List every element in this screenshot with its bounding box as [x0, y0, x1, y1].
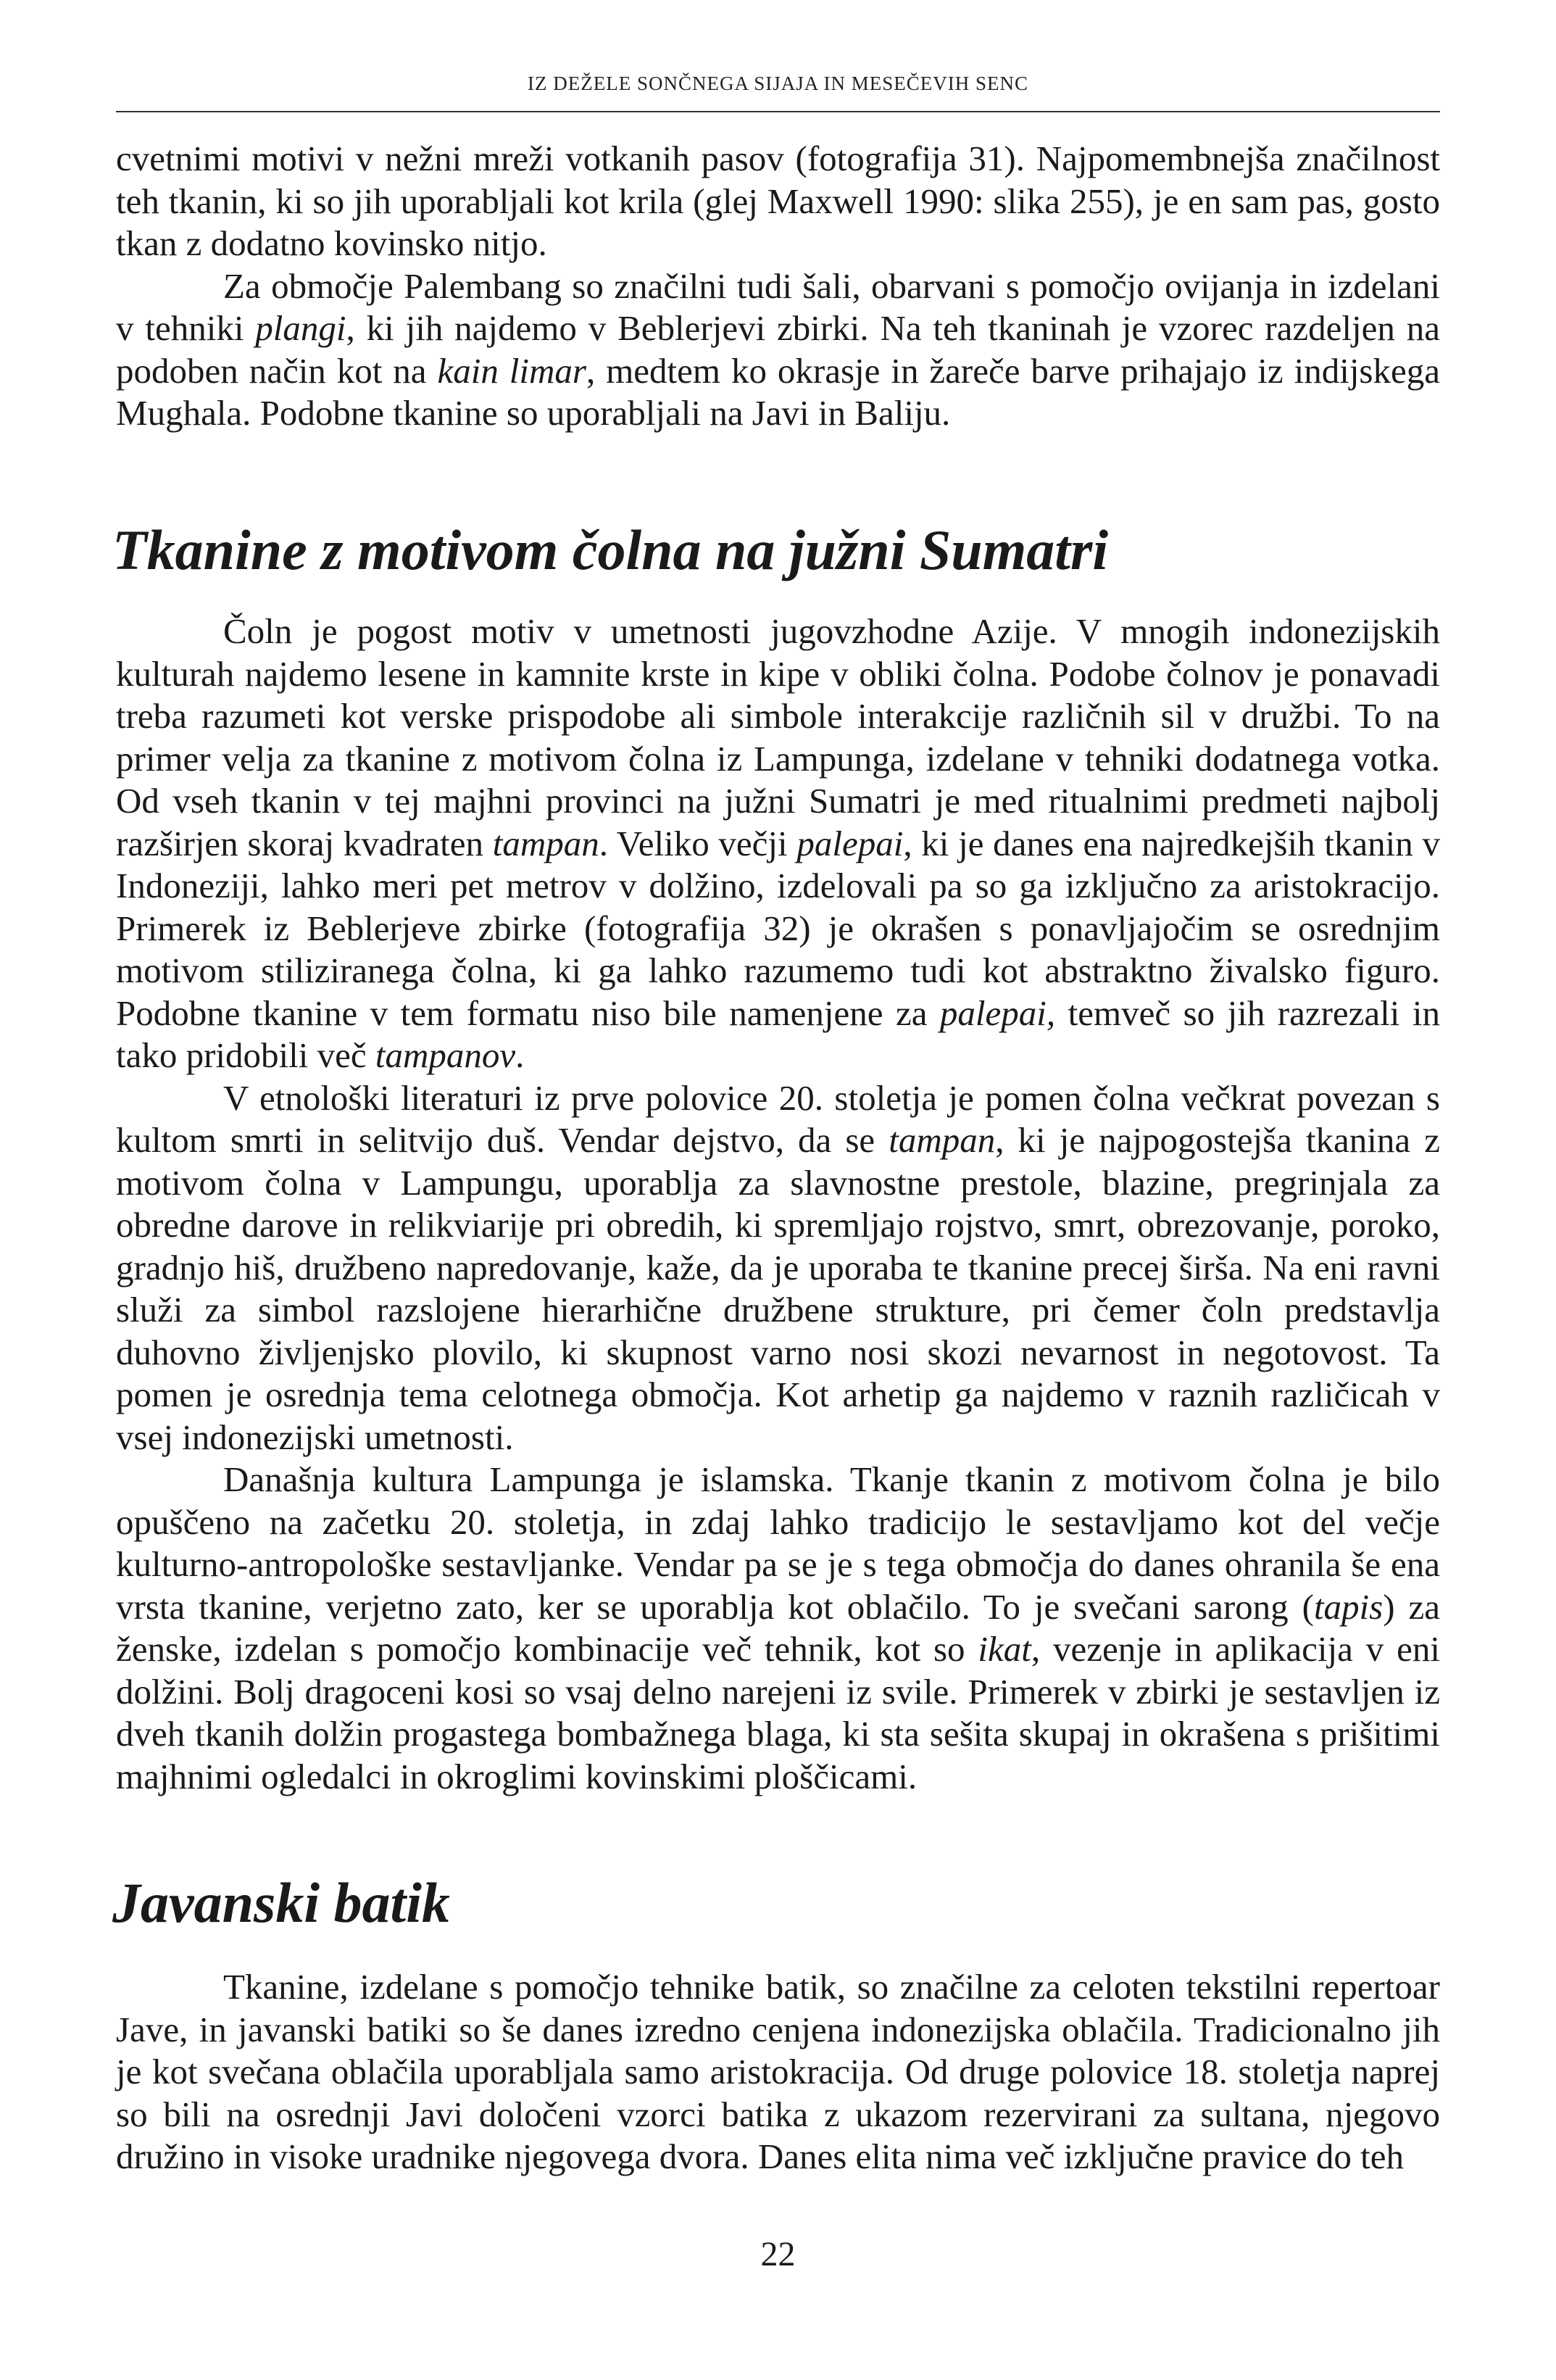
- text-run: . Veliko večji: [599, 823, 797, 863]
- text-run: , medtem ko okrasje in žareče barve prihajajo iz indijskega Mughala. Podobne tkanine so uporabljali na Javi in Baliju.: [116, 350, 1440, 433]
- section-heading-javanese-batik: Javanski batik: [112, 1871, 450, 1934]
- text-run: Čoln je pogost motiv v umetnosti jugovzhodne Azije. V mnogih indonezijskih kulturah najdemo lesene in kamnite krste in kipe v obliki čolna. Podobe čolnov je ponavadi treba razumeti kot verske prispodobe ali simbole interakcije različnih sil v družbi. To na primer velja za tkanine z motivom čolna iz Lampunga, izdelane v tehniki dodatnega votka. Od vseh tkanin v tej majhni provinci na južni Sumatri je med ritualnimi predmeti najbolj razširjen skoraj kvadraten: [116, 611, 1440, 863]
- italic-term: plangi: [255, 308, 346, 348]
- text-block-boat-motif: [116, 610, 1440, 1798]
- text-run: , vezenje in aplikacija v eni dolžini. Bolj dragoceni kosi so vsaj delno narejeni iz svile. Primerek v zbirki je sestavljen iz dveh tkanih dolžin progastega bombažnega blaga, ki sta sešita skupaj in okrašena s prišitimi majhnimi ogledalci in okroglimi kovinskimi ploščicami.: [116, 1629, 1440, 1796]
- page-number: 22: [760, 2235, 796, 2273]
- paragraph-continued: [116, 138, 1440, 265]
- header-rule: [116, 111, 1440, 112]
- text-run: , ki je najpogostejša tkanina z motivom čolna v Lampungu, uporablja za slavnostne prestole, blazine, pregrinjala za obredne darove in relikviarije pri obredih, ki spremljajo rojstvo, smrt, obrezovanje, poroko, gradnjo hiš, družbeno napredovanje, kaže, da je uporaba te tkanine precej širša. Na eni ravni služi za simbol razslojene hierarhične družbene strukture, pri čemer čoln predstavlja duhovno življenjsko plovilo, ki skupnost varno nosi skozi nevarnost in negotovost. Ta pomen je osrednja tema celotnega območja. Kot arhetip ga najdemo v raznih različicah v vsej indonezijski umetnosti.: [116, 1120, 1440, 1457]
- text-run: .: [515, 1035, 525, 1075]
- text-run: temveč so jih razrezali in tako pridobili več: [116, 992, 1440, 1075]
- paragraph-batik: [116, 1966, 1440, 2178]
- section-heading-boat-motif: Tkanine z motivom čolna na južni Sumatri: [112, 518, 1108, 581]
- italic-term: tampan: [492, 823, 599, 863]
- text-run: Tkanine, izdelane s pomočjo tehnike batik, so značilne za celoten tekstilni repertoar Jave, in javanski batiki so še danes izredno cenjena indonezijska oblačila. Tradicionalno jih je kot svečana oblačila uporabljala samo aristokracija. Od druge polovice 18. stoletja naprej so bili na osrednji Javi določeni vzorci batika z ukazom rezervirani za sultana, njegovo družino in visoke uradnike njegovega dvora. Danes elita nima več izključne pravice do teh: [116, 1967, 1440, 2176]
- italic-term: tapis: [1313, 1586, 1384, 1627]
- italic-term: kain limar: [437, 350, 586, 391]
- text-run: Za območje Palembang so značilni tudi šali, obarvani s pomočjo ovijanja in izdelani v tehniki: [116, 265, 1440, 348]
- paragraph-palembang: [116, 265, 1440, 435]
- italic-term: ikat: [978, 1629, 1031, 1669]
- text-run: , ki jih najdemo v Beblerjevi zbirki. Na teh tkaninah je vzorec razdeljen na podoben način kot na: [116, 308, 1440, 391]
- text-block-batik: [116, 1966, 1440, 2178]
- italic-term: palepai: [796, 823, 904, 863]
- paragraph-ethnology: [116, 1077, 1440, 1459]
- text-run: Današnja kultura Lampunga je islamska. Tkanje tkanin z motivom čolna je bilo opuščeno na začetku 20. stoletja, in zdaj lahko tradicijo le sestavljamo kot del večje kulturno-antropološke sestavljanke. Vendar pa se je s tega območja do danes ohranila še ena vrsta tkanine, verjetno zato, ker se uporablja kot oblačilo. To je svečani sarong (: [116, 1459, 1440, 1627]
- italic-term: palepai,: [939, 992, 1056, 1033]
- text-run: cvetnimi motivi v nežni mreži votkanih pasov (fotografija 31). Najpomembnejša značilnost teh tkanin, ki so jih uporabljali kot krila (glej Maxwell 1990: slika 255), je en sam pas, gosto tkan z dodatno kovinsko nitjo.: [116, 138, 1440, 263]
- running-head: IZ DEŽELE SONČNEGA SIJAJA IN MESEČEVIH SENC: [528, 72, 1028, 94]
- text-block-intro: [116, 138, 1440, 435]
- paragraph-lampung-culture: [116, 1459, 1440, 1798]
- italic-term: tampan: [889, 1120, 996, 1160]
- text-run: , ki je danes ena najredkejših tkanin v Indoneziji, lahko meri pet metrov v dolžino, izdelovali pa so ga izključno za aristokracijo. Primerek iz Beblerjeve zbirke (fotografija 32) je okrašen s ponavljajočim se osrednjim motivom stiliziranega čolna, ki ga lahko razumemo tudi kot abstraktno živalsko figuro. Podobne tkanine v tem formatu niso bile namenjene za: [116, 823, 1440, 1033]
- text-run: V etnološki literaturi iz prve polovice 20. stoletja je pomen čolna večkrat povezan s kultom smrti in selitvijo duš. Vendar dejstvo, da se: [116, 1077, 1440, 1160]
- text-run: ) za ženske, izdelan s pomočjo kombinacije več tehnik, kot so: [116, 1586, 1440, 1669]
- italic-term: tampanov: [375, 1035, 516, 1075]
- paragraph-boat-motif: [116, 610, 1440, 1077]
